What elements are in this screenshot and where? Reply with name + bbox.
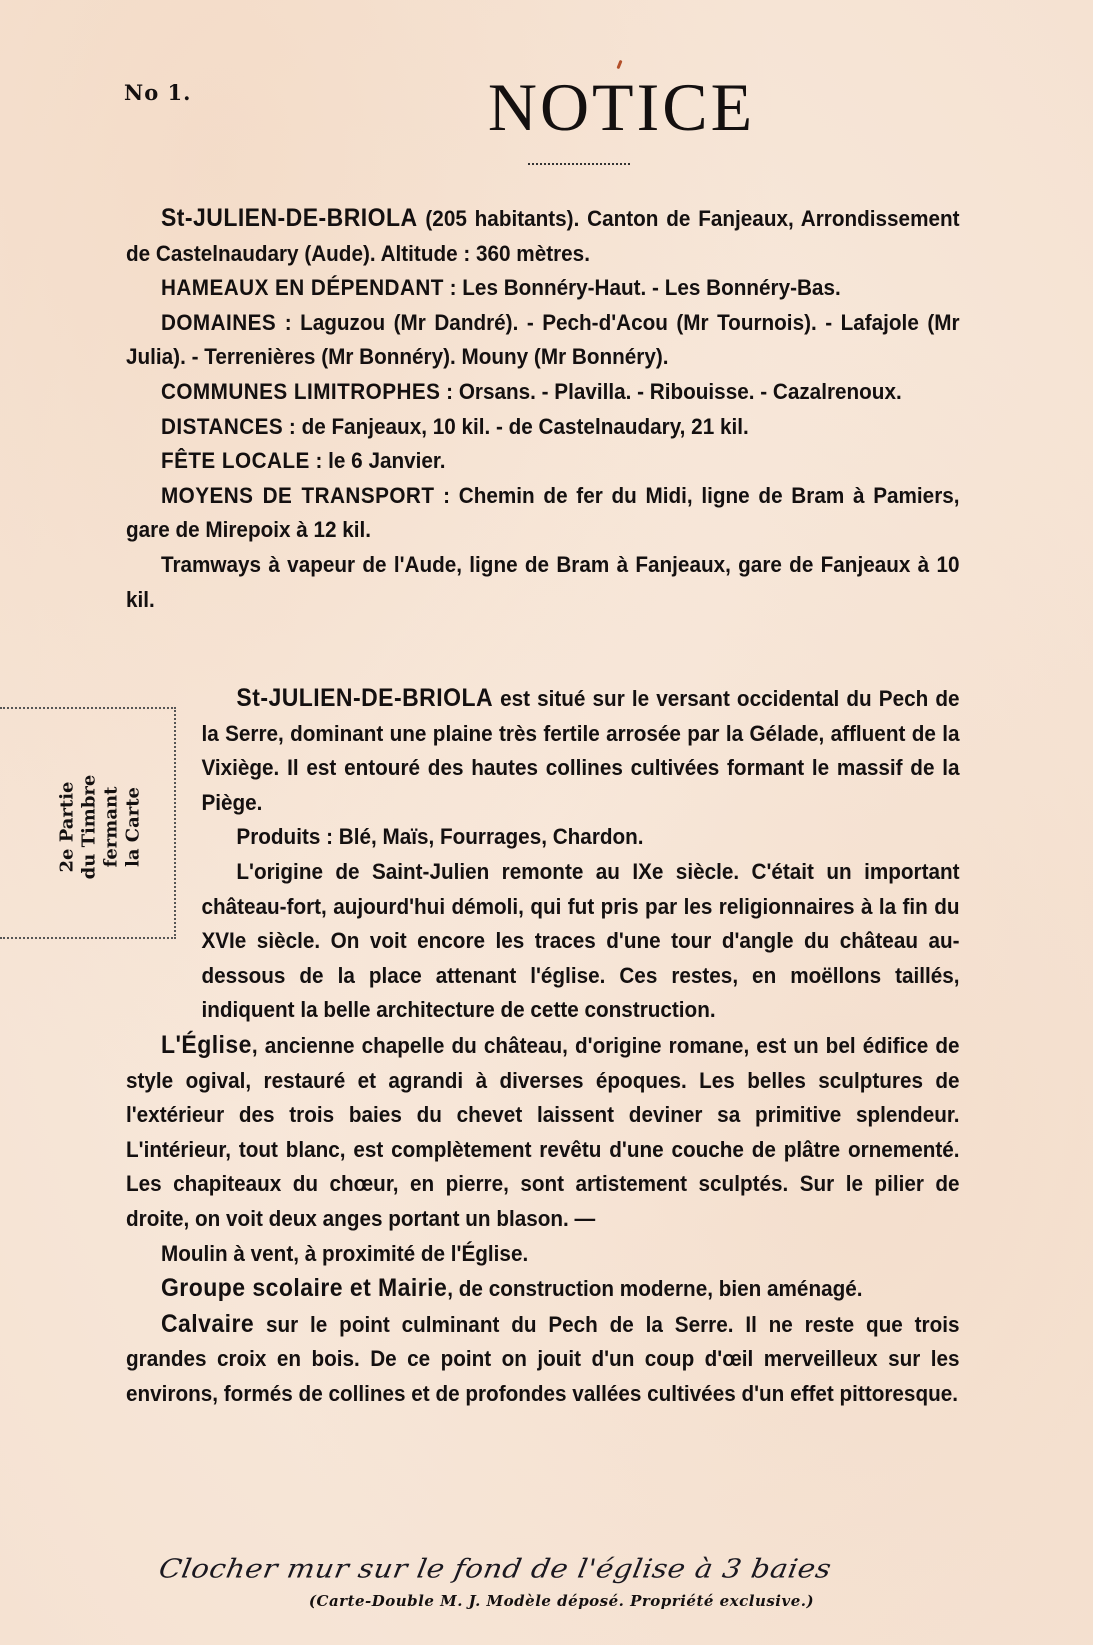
label-calvary: Calvaire bbox=[160, 1309, 255, 1338]
handwritten-note: Clocher mur sur le fond de l'église à 3 baies bbox=[156, 1553, 834, 1584]
info-section bbox=[126, 201, 960, 617]
paragraph-domains: DOMAINES : Laguzou (Mr Dandré). - Pech-d'Acou (Mr Tournois). - Lafajole (Mr Julia). - Terrenières (Mr Bonnéry). Mouny (Mr Bonnéry). bbox=[126, 309, 960, 370]
label-festival: FÊTE LOCALE bbox=[160, 448, 310, 474]
paragraph-hamlets: HAMEAUX EN DÉPENDANT : Les Bonnéry-Haut. - Les Bonnéry-Bas. bbox=[160, 275, 841, 301]
label-church: L'Église bbox=[160, 1030, 252, 1059]
paragraph-location: St-JULIEN-DE-BRIOLA (205 habitants). Canton de Fanjeaux, Arrondissement de Castelnaudary (Aude). Altitude : 360 mètres. bbox=[126, 204, 960, 266]
paragraph-products: Produits : Blé, Maïs, Fourrages, Chardon. bbox=[236, 824, 644, 850]
label-transport: MOYENS DE TRANSPORT bbox=[160, 482, 435, 508]
label-communes: COMMUNES LIMITROPHES bbox=[160, 378, 441, 404]
paragraph-distances: DISTANCES : de Fanjeaux, 10 kil. - de Castelnaudary, 21 kil. bbox=[160, 413, 749, 439]
paragraph-transport: MOYENS DE TRANSPORT : Chemin de fer du Midi, ligne de Bram à Pamiers, gare de Mirepoix à 12 kil. bbox=[126, 482, 960, 543]
label-domains: DOMAINES bbox=[160, 309, 277, 335]
footer-credit: (Carte-Double M. J. Modèle déposé. Propriété exclusive.) bbox=[308, 1592, 815, 1610]
label-hamlets: HAMEAUX EN DÉPENDANT bbox=[160, 275, 444, 301]
place-name: St-JULIEN-DE-BRIOLA bbox=[160, 204, 418, 232]
paragraph-neighbouring-communes: COMMUNES LIMITROPHES : Orsans. - Plavilla. - Ribouisse. - Cazalrenoux. bbox=[160, 378, 902, 404]
paragraph-local-festival: FÊTE LOCALE : le 6 Janvier. bbox=[160, 448, 446, 474]
stamp-caption: 2e Partie du Timbre fermant la Carte bbox=[56, 774, 143, 880]
paragraph-church: L'Église, ancienne chapelle du château, d'origine romane, est un bel édifice de style ogival, restauré et agrandi à diverses époques. Les belles sculptures de l'extérieur des trois baies du chevet laissent deviner sa primitive splendeur. L'intérieur, tout blanc, est complètement revêtu d'une couche de plâtre ornementé. Les chapiteaux du chœur, en pierre, sont artistement sculptés. Sur le pilier de droite, on voit deux anges portant un blason. — bbox=[126, 1030, 960, 1231]
description-section bbox=[126, 681, 960, 1411]
paragraph-calvary: Calvaire sur le point culminant du Pech de la Serre. Il ne reste que trois grandes croix en bois. De ce point on jouit d'un coup d'œil merveilleux sur les environs, formés de collines et de profondes vallées cultivées d'un effet pittoresque. bbox=[126, 1309, 960, 1406]
notice-number: No 1. bbox=[124, 80, 192, 105]
place-name: St-JULIEN-DE-BRIOLA bbox=[236, 684, 494, 712]
label-school: Groupe scolaire et Mairie bbox=[160, 1274, 448, 1303]
paragraph-intro: St-JULIEN-DE-BRIOLA est situé sur le versant occidental du Pech de la Serre, dominant une plaine très fertile arrosée par la Gélade, affluent de la Vixiège. Il est entouré des hautes collines cultivées formant le massif de la Piège. bbox=[201, 684, 960, 815]
label-distances: DISTANCES bbox=[160, 413, 284, 439]
page-title: NOTICE bbox=[487, 69, 756, 145]
paragraph-tramways: Tramways à vapeur de l'Aude, ligne de Bram à Fanjeaux, gare de Fanjeaux à 10 kil. bbox=[126, 551, 960, 612]
paragraph-school: Groupe scolaire et Mairie, de construction moderne, bien aménagé. bbox=[160, 1274, 863, 1303]
title-divider bbox=[528, 163, 630, 165]
paragraph-origin: L'origine de Saint-Julien remonte au IXe siècle. C'était un important château-fort, aujourd'hui démoli, qui fut pris par les religionnaires à la fin du XVIe siècle. On voit encore les traces d'une tour d'angle du château au-dessous de la place attenant l'église. Ces restes, en moëllons taillés, indiquent la belle architecture de cette construction. bbox=[201, 858, 960, 1023]
paragraph-windmill: Moulin à vent, à proximité de l'Église. bbox=[160, 1240, 529, 1266]
